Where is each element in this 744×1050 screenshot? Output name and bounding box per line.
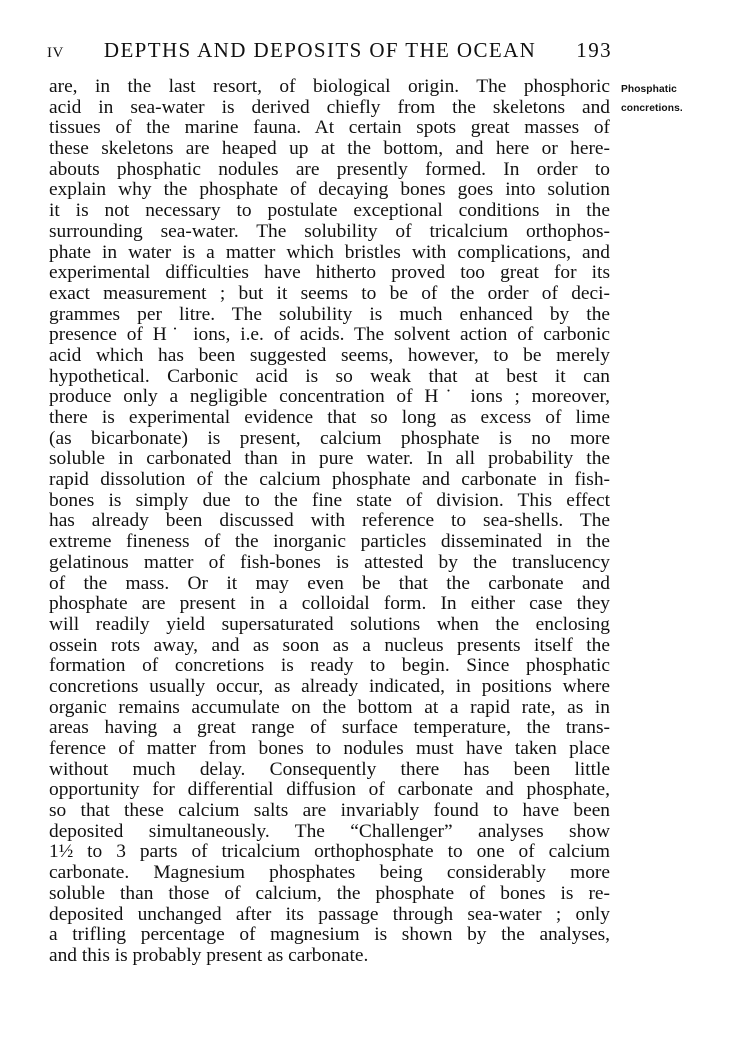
text-line: areas having a great range of surface temperature, the trans- <box>49 717 610 739</box>
body-text <box>49 77 610 967</box>
text-line: there is experimental evidence that so long as excess of lime <box>49 407 610 428</box>
text-line: carbonate. Magnesium phosphates being considerably more <box>49 862 610 884</box>
text-line: and this is probably present as carbonate. <box>49 944 369 966</box>
text-line: explain why the phosphate of decaying bones goes into solution <box>49 179 610 201</box>
text-line: has already been discussed with reference to sea-shells. The <box>49 510 610 532</box>
text-line: hypothetical. Carbonic acid is so weak that at best it can <box>49 365 610 387</box>
text-line: ference of matter from bones to nodules must have taken place <box>49 738 610 759</box>
text-line: rapid dissolution of the calcium phosphate and carbonate in fish- <box>49 469 610 491</box>
text-line: (as bicarbonate) is present, calcium phosphate is no more <box>49 427 610 449</box>
text-line: acid which has been suggested seems, however, to be merely <box>49 344 610 366</box>
running-head <box>47 38 612 72</box>
marginal-note: Phosphatic concretions. <box>621 84 683 114</box>
text-line: so that these calcium salts are invariably found to have been <box>49 800 610 822</box>
page-number: 193 <box>576 38 612 62</box>
text-line: produce only a negligible concentration of H˙ ions ; moreover, <box>49 386 610 408</box>
text-line: without much delay. Consequently there has been little <box>49 758 610 780</box>
text-line: of the mass. Or it may even be that the carbonate and <box>49 572 610 594</box>
text-line: surrounding sea-water. The solubility of tricalcium orthophos- <box>49 220 610 242</box>
text-line: will readily yield supersaturated solutions when the enclosing <box>49 613 610 635</box>
text-line: ossein rots away, and as soon as a nucleus presents itself the <box>49 634 610 656</box>
text-line: acid in sea-water is derived chiefly from the skeletons and <box>49 96 610 118</box>
text-line: 1½ to 3 parts of tricalcium orthophosphate to one of calcium <box>49 841 610 863</box>
text-line: phate in water is a matter which bristles with complications, and <box>49 241 610 263</box>
text-line: soluble in carbonated than in pure water. In all probability the <box>49 448 610 470</box>
text-line: opportunity for differential diffusion of carbonate and phosphate, <box>49 779 610 801</box>
text-line: it is not necessary to postulate exceptional conditions in the <box>49 200 610 222</box>
text-line: a trifling percentage of magnesium is shown by the analyses, <box>49 924 610 946</box>
text-line: tissues of the marine fauna. At certain spots great masses of <box>49 117 610 139</box>
text-line: deposited simultaneously. The “Challenger” analyses show <box>49 820 610 842</box>
text-line: deposited unchanged after its passage through sea-water ; only <box>49 903 610 925</box>
text-line: extreme fineness of the inorganic particles disseminated in the <box>49 531 610 553</box>
text-line: concretions usually occur, as already indicated, in positions where <box>49 675 610 697</box>
text-line: soluble than those of calcium, the phosphate of bones is re- <box>49 882 610 904</box>
text-line: grammes per litre. The solubility is much enhanced by the <box>49 303 610 325</box>
text-line: are, in the last resort, of biological origin. The phosphoric <box>49 76 610 97</box>
chapter-numeral: IV <box>47 45 64 61</box>
text-line: abouts phosphatic nodules are presently formed. In order to <box>49 158 610 180</box>
running-title: DEPTHS AND DEPOSITS OF THE OCEAN <box>103 38 537 62</box>
text-line: presence of H˙ ions, i.e. of acids. The solvent action of carbonic <box>49 324 610 346</box>
text-line: experimental difficulties have hitherto proved too great for its <box>49 262 610 284</box>
text-line: organic remains accumulate on the bottom at a rapid rate, as in <box>49 696 610 718</box>
text-line: gelatinous matter of fish-bones is attested by the translucency <box>49 551 610 573</box>
text-line: phosphate are present in a colloidal form. In either case they <box>49 593 610 615</box>
text-line: exact measurement ; but it seems to be of the order of deci- <box>49 282 610 304</box>
text-line: these skeletons are heaped up at the bottom, and here or here- <box>49 138 610 160</box>
text-line: formation of concretions is ready to begin. Since phosphatic <box>49 655 610 677</box>
text-line: bones is simply due to the fine state of division. This effect <box>49 489 610 511</box>
